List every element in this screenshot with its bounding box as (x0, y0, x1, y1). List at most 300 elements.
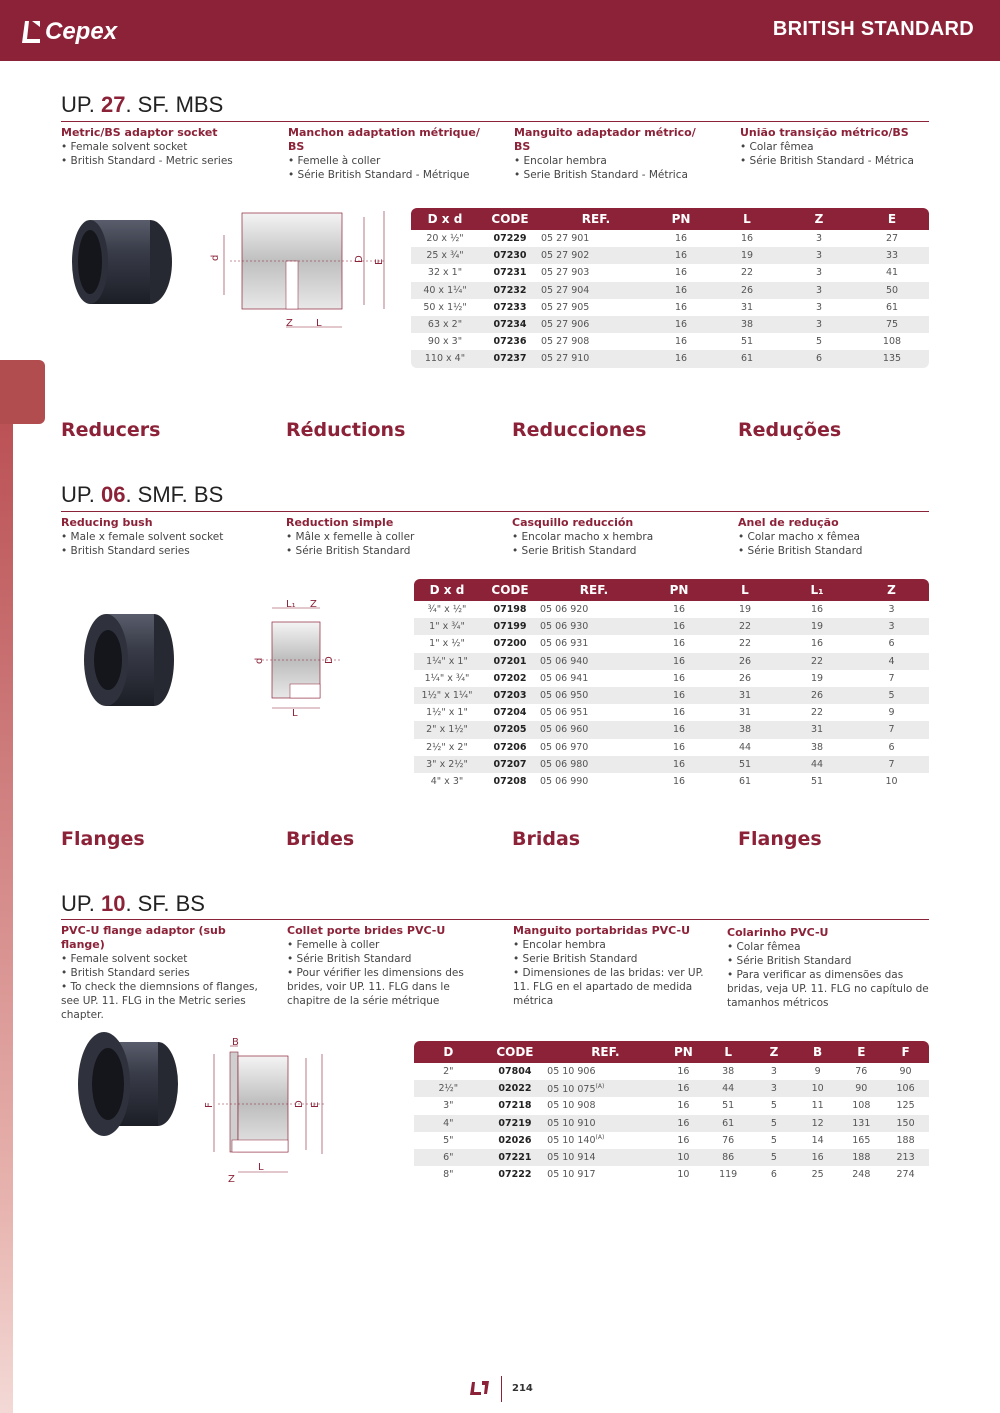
table-cell: 05 10 906 (547, 1066, 596, 1078)
table-cell: 16 (672, 604, 686, 616)
table-cell: 26 (780, 687, 854, 704)
product-photo-reducing-bush (74, 604, 184, 714)
table-cell: 05 27 905 (541, 301, 590, 313)
table-cell: 108 (852, 1100, 871, 1112)
table-cell: 10 (795, 1080, 841, 1097)
dim-D: D (294, 1100, 305, 1108)
table-cell: 07222 (498, 1169, 532, 1181)
table-cell: 188 (841, 1149, 883, 1166)
technical-drawing-adaptor (200, 205, 400, 335)
sidebar-gradient (0, 362, 13, 1413)
table-cell: 16 (651, 350, 711, 367)
table-cell: 07804 (498, 1066, 532, 1078)
table-row (414, 635, 929, 652)
table-cell: 50 x 1½" (423, 301, 467, 313)
table-cell: 16 (674, 267, 688, 279)
table-cell: 07204 (493, 707, 527, 719)
table-cell: 05 06 970 (540, 741, 589, 753)
table-row (411, 247, 929, 264)
table-cell: 14 (811, 1134, 824, 1146)
table-cell: 07231 (493, 267, 527, 279)
table-cell: 16 (672, 707, 686, 719)
table-cell: 44 (738, 741, 752, 753)
table-cell: 02026 (498, 1134, 532, 1146)
dim-Z: Z (286, 318, 293, 329)
table-cell: 26 (738, 672, 752, 684)
table-cell: 19 (810, 672, 824, 684)
description-en: Reducing bush • Male x female solvent socket • British Standard series (61, 516, 271, 558)
table-cell: 3 (854, 618, 929, 635)
description-pt: União transição métrico/BS • Colar fêmea • Série British Standard - Métrica (740, 126, 940, 168)
col-header: Z (854, 579, 929, 601)
description-fr: Reduction simple • Mâle x femelle à coller • Série British Standard (286, 516, 496, 558)
table-cell: 90 (899, 1066, 912, 1078)
table-cell: 7 (854, 721, 929, 738)
table-cell: 274 (896, 1169, 915, 1181)
col-header: CODE (480, 579, 540, 601)
table-cell: 16 (648, 687, 710, 704)
col-header: E (855, 208, 929, 230)
product-photo-flange-adaptor (74, 1026, 184, 1136)
col-header: L (711, 208, 783, 230)
table-cell: 10 (885, 775, 898, 787)
table-cell: 5 (753, 1149, 795, 1166)
table-cell: 22 (710, 618, 780, 635)
table-row (414, 653, 929, 670)
table-row (414, 773, 929, 790)
col-header: B (795, 1041, 841, 1063)
table-cell: 07232 (479, 282, 541, 299)
dim-D: D (354, 255, 365, 263)
description-en: PVC-U flange adaptor (sub flange) • Female solvent socket • British Standard series • To check the diemnsions of flanges, see UP. 11. FLG in the Metric series chapter. (61, 924, 261, 1022)
table-cell: 8" (443, 1169, 454, 1181)
table-cell: 9 (814, 1066, 821, 1078)
table-cell: 51 (710, 756, 780, 773)
table-cell: 7 (854, 756, 929, 773)
category-fr: Réductions (286, 419, 406, 441)
table-cell: 07234 (479, 316, 541, 333)
table-row (411, 350, 929, 367)
table-cell: 07207 (480, 756, 540, 773)
table-cell: 16 (648, 756, 710, 773)
table-cell: 9 (888, 707, 895, 719)
category-pt: Reduções (738, 419, 842, 441)
table-cell: 16 (677, 1066, 690, 1078)
description-es: Manguito portabridas PVC-U • Encolar hembra • Serie British Standard • Dimensiones de las bridas: ver UP. 11. FLG en el apartado de medida métrica (513, 924, 713, 1008)
table-cell: 5 (770, 1100, 777, 1112)
table-cell: 07205 (480, 721, 540, 738)
table-cell: 6 (783, 350, 855, 367)
table-cell: 05 10 917 (547, 1169, 596, 1181)
table-cell: 7 (888, 672, 895, 684)
table-cell: 05 06 951 (540, 707, 589, 719)
category-es: Reducciones (512, 419, 647, 441)
spec-table-adaptor (411, 208, 929, 368)
description-fr: Manchon adaptation métrique/ BS • Femelle à coller • Série British Standard - Métrique (288, 126, 488, 182)
table-cell: 51 (740, 336, 754, 348)
table-cell: 05 27 910 (541, 350, 651, 367)
dim-L1: L₁ (286, 599, 296, 610)
dim-d: d (254, 657, 265, 664)
table-cell: 3 (815, 301, 823, 313)
table-cell: 31 (738, 707, 752, 719)
table-cell: 31 (780, 721, 854, 738)
dim-Z: Z (228, 1174, 235, 1184)
table-cell: 2" (443, 1066, 454, 1078)
table-cell: 07199 (480, 618, 540, 635)
table-cell: 05 10 910 (547, 1115, 664, 1132)
table-cell: 07219 (483, 1115, 548, 1132)
table-cell: 108 (882, 336, 902, 348)
table-cell: 3 (783, 247, 855, 264)
table-cell: 131 (841, 1115, 883, 1132)
product-code-title: UP. 27. SF. MBS (61, 92, 224, 117)
table-cell: 5 (854, 687, 929, 704)
table-cell: 61 (885, 301, 899, 313)
col-header: D x d (414, 579, 480, 601)
table-cell: 125 (896, 1100, 915, 1112)
table-cell: 05 06 931 (540, 638, 589, 650)
table-cell: 51 (810, 775, 824, 787)
table-cell: 25 (811, 1169, 824, 1181)
dim-L: L (292, 708, 298, 719)
table-cell: 05 06 941 (540, 672, 589, 684)
table-cell: 07206 (493, 741, 527, 753)
table-cell: 19 (738, 604, 752, 616)
col-header: PN (664, 1041, 704, 1063)
table-cell: 16 (677, 1134, 690, 1146)
table-cell: 248 (852, 1169, 871, 1181)
table-cell: 22 (738, 638, 752, 650)
table-cell: 1" x ¾" (414, 618, 480, 635)
product-photo-adaptor-socket (68, 212, 178, 312)
description-fr: Collet porte brides PVC-U • Femelle à coller • Série British Standard • Pour vérifier les dimensions des brides, voir UP. 11. FLG dans le chapitre de la série métrique (287, 924, 487, 1008)
table-cell: 07230 (479, 247, 541, 264)
table-row (411, 333, 929, 350)
table-cell: 27 (885, 233, 899, 245)
table-cell: 22 (810, 707, 824, 719)
col-header: CODE (479, 208, 541, 230)
dim-D: D (324, 656, 335, 664)
table-cell: 106 (882, 1080, 929, 1097)
table-cell: 22 (780, 653, 854, 670)
description-en: Metric/BS adaptor socket • Female solvent socket • British Standard - Metric series (61, 126, 271, 168)
table-cell: 213 (882, 1149, 929, 1166)
table-cell: 07237 (479, 350, 541, 367)
technical-drawing-reducing-bush (240, 594, 350, 724)
table-cell: 07229 (493, 233, 527, 245)
table-cell: 110 x 4" (411, 350, 479, 367)
table-row (414, 687, 929, 704)
table-cell: 5" (443, 1134, 454, 1146)
table-cell: 61 (711, 350, 783, 367)
table-cell: 26 (710, 653, 780, 670)
table-row (414, 618, 929, 635)
table-row (414, 1115, 929, 1132)
table-cell: 16 (672, 638, 686, 650)
dim-B: B (232, 1037, 239, 1048)
table-cell: 16 (664, 1080, 704, 1097)
dim-Z: Z (310, 599, 317, 610)
table-cell: 05 27 903 (541, 267, 590, 279)
table-cell: 05 10 908 (547, 1100, 596, 1112)
table-cell: 51 (722, 1100, 735, 1112)
table-row (414, 1166, 929, 1183)
table-cell: 10 (664, 1149, 704, 1166)
table-row (414, 739, 929, 756)
col-header: REF. (540, 579, 648, 601)
table-cell: 16 (648, 653, 710, 670)
table-cell: 05 27 906 (541, 316, 651, 333)
table-cell: 3 (815, 267, 823, 279)
col-header: PN (648, 579, 710, 601)
table-cell: 3 (753, 1080, 795, 1097)
table-cell: 05 06 950 (540, 687, 648, 704)
table-row (411, 264, 929, 281)
table-cell: 2½" (414, 1080, 483, 1097)
table-cell: 3" (443, 1100, 454, 1112)
spec-table-reducing-bush (414, 579, 929, 790)
table-cell: 05 06 920 (540, 604, 589, 616)
table-cell: 07198 (493, 604, 527, 616)
col-header: PN (651, 208, 711, 230)
table-cell: 31 (740, 301, 754, 313)
cepex-logo-icon (20, 19, 42, 45)
description-pt: Anel de redução • Colar macho x fêmea • Série British Standard (738, 516, 938, 558)
table-cell: 38 (810, 741, 824, 753)
table-cell: 90 (841, 1080, 883, 1097)
table-cell: 16 (648, 721, 710, 738)
table-cell: 05 27 908 (541, 336, 590, 348)
dim-E: E (374, 258, 385, 265)
table-row (414, 721, 929, 738)
table-cell: 3 (783, 282, 855, 299)
table-cell: 33 (855, 247, 929, 264)
table-cell: 07200 (493, 638, 527, 650)
dim-L: L (258, 1162, 264, 1173)
table-cell: 3" x 2½" (414, 756, 480, 773)
table-cell: 16 (651, 282, 711, 299)
table-cell: 16 (674, 233, 688, 245)
table-cell: 16 (651, 316, 711, 333)
table-cell: 16 (674, 336, 688, 348)
col-header: L (703, 1041, 753, 1063)
table-cell: 22 (740, 267, 754, 279)
table-row (414, 756, 929, 773)
table-cell: 26 (711, 282, 783, 299)
table-cell: 1½" x 1¼" (414, 687, 480, 704)
col-header: CODE (483, 1041, 548, 1063)
table-cell: 07236 (493, 336, 527, 348)
table-cell: 1½" x 1" (426, 707, 468, 719)
table-cell: 05 27 904 (541, 282, 651, 299)
table-row (411, 282, 929, 299)
table-cell: 05 10 914 (547, 1149, 664, 1166)
table-cell: 16 (795, 1149, 841, 1166)
table-cell: 16 (740, 233, 754, 245)
table-cell: 76 (722, 1134, 735, 1146)
table-row (414, 1132, 929, 1149)
table-cell: 90 x 3" (427, 336, 463, 348)
table-cell: 1¼" x ¾" (424, 672, 470, 684)
table-cell: 16 (651, 247, 711, 264)
table-row (414, 1097, 929, 1114)
table-cell: 05 06 960 (540, 721, 648, 738)
title-divider (61, 919, 929, 920)
col-header: REF. (547, 1041, 664, 1063)
table-cell: 3 (770, 1066, 777, 1078)
table-cell: 40 x 1¼" (411, 282, 479, 299)
table-row (411, 316, 929, 333)
footnote-mark: (A) (595, 1134, 605, 1142)
table-cell: 38 (710, 721, 780, 738)
footer-divider (501, 1376, 502, 1402)
table-cell: 05 06 940 (540, 653, 648, 670)
table-cell: 16 (674, 301, 688, 313)
table-cell: 61 (738, 775, 752, 787)
description-es: Manguito adaptador métrico/ BS • Encolar hembra • Serie British Standard - Métrica (514, 126, 714, 182)
table-row (414, 1063, 929, 1080)
table-cell: 44 (780, 756, 854, 773)
table-cell: 07218 (498, 1100, 532, 1112)
table-row (414, 1080, 929, 1097)
page-number: 214 (512, 1383, 533, 1394)
table-cell: 2½" x 2" (426, 741, 468, 753)
col-header: F (882, 1041, 929, 1063)
category-fr: Brides (286, 828, 355, 850)
product-code-title: UP. 06. SMF. BS (61, 482, 224, 507)
table-cell: 4" (414, 1115, 483, 1132)
brand-name: Cepex (45, 18, 118, 45)
table-cell: 75 (855, 316, 929, 333)
title-divider (61, 511, 929, 512)
table-cell: 07201 (480, 653, 540, 670)
table-cell: 44 (703, 1080, 753, 1097)
table-cell: 5 (815, 336, 823, 348)
description-es: Casquillo reducción • Encolar macho x hembra • Serie British Standard (512, 516, 722, 558)
col-header: D (414, 1041, 483, 1063)
table-cell: 16 (672, 741, 686, 753)
col-header: E (841, 1041, 883, 1063)
table-cell: 5 (770, 1134, 777, 1146)
table-cell: 38 (722, 1066, 735, 1078)
table-cell: 86 (703, 1149, 753, 1166)
table-cell: 05 06 990 (540, 775, 589, 787)
table-cell: 6 (888, 638, 895, 650)
col-header: REF. (541, 208, 651, 230)
footnote-mark: (A) (595, 1082, 605, 1090)
category-pt: Flanges (738, 828, 822, 850)
dim-E: E (310, 1101, 321, 1108)
table-cell: 02022 (483, 1080, 548, 1097)
table-cell: 16 (672, 672, 686, 684)
header-bar (0, 0, 1000, 61)
table-cell: 25 x ¾" (411, 247, 479, 264)
col-header: D x d (411, 208, 479, 230)
table-cell: 32 x 1" (427, 267, 463, 279)
footer-logo-icon (469, 1380, 491, 1396)
table-cell: 1" x ½" (429, 638, 465, 650)
table-cell: 12 (795, 1115, 841, 1132)
category-en: Reducers (61, 419, 161, 441)
product-code-title: UP. 10. SF. BS (61, 891, 205, 916)
table-cell: 188 (896, 1134, 915, 1146)
table-cell: 6" (414, 1149, 483, 1166)
table-cell: 16 (672, 775, 686, 787)
section-title: BRITISH STANDARD (772, 18, 974, 40)
table-cell: 05 27 902 (541, 247, 651, 264)
description-pt: Colarinho PVC-U • Colar fêmea • Série British Standard • Para verificar as dimensões das bridas, veja UP. 11. FLG no capítulo de tamanhos métricos (727, 926, 932, 1010)
brand-logo (20, 18, 117, 46)
table-cell: 165 (852, 1134, 871, 1146)
table-cell: 4 (854, 653, 929, 670)
table-cell: 6 (770, 1169, 777, 1181)
table-cell: 07208 (493, 775, 527, 787)
table-row (414, 670, 929, 687)
table-row (411, 299, 929, 316)
spec-table-flange-adaptor (414, 1041, 929, 1183)
dim-F: F (204, 1102, 215, 1108)
table-cell: 3 (783, 316, 855, 333)
col-header: Z (753, 1041, 795, 1063)
table-cell: 19 (711, 247, 783, 264)
table-cell: 07233 (493, 301, 527, 313)
table-row (414, 704, 929, 721)
category-es: Bridas (512, 828, 581, 850)
table-cell: 10 (677, 1169, 690, 1181)
table-cell: 16 (648, 618, 710, 635)
table-cell: 31 (710, 687, 780, 704)
technical-drawing-flange-adaptor (196, 1036, 336, 1184)
section-tab (0, 360, 45, 424)
table-cell: 20 x ½" (426, 233, 464, 245)
table-cell: 4" x 3" (430, 775, 464, 787)
title-divider (61, 121, 929, 122)
table-cell: 3 (815, 233, 823, 245)
table-row (411, 230, 929, 247)
table-cell: 6 (888, 741, 895, 753)
table-cell: 119 (719, 1169, 738, 1181)
table-cell: 5 (753, 1115, 795, 1132)
table-cell: 61 (703, 1115, 753, 1132)
table-cell: 135 (855, 350, 929, 367)
table-cell: 38 (711, 316, 783, 333)
table-cell: ¾" x ½" (427, 604, 467, 616)
dim-d: d (210, 254, 221, 261)
col-header: L₁ (780, 579, 854, 601)
table-cell: 16 (810, 604, 824, 616)
table-cell: 150 (882, 1115, 929, 1132)
table-cell: 07221 (483, 1149, 548, 1166)
table-cell: 16 (810, 638, 824, 650)
table-cell: 11 (811, 1100, 824, 1112)
table-cell: 05 27 901 (541, 233, 590, 245)
table-cell: 50 (855, 282, 929, 299)
col-header: L (710, 579, 780, 601)
table-cell: 05 10 $140^{(A)}$ (547, 1134, 605, 1147)
table-cell: 07203 (480, 687, 540, 704)
col-header: Z (783, 208, 855, 230)
table-cell: 19 (780, 618, 854, 635)
table-cell: 07202 (493, 672, 527, 684)
dim-L: L (316, 318, 322, 329)
table-cell: 16 (664, 1115, 704, 1132)
table-cell: 41 (885, 267, 899, 279)
table-cell: 05 10 $075^{(A)}$ (547, 1080, 664, 1097)
category-en: Flanges (61, 828, 145, 850)
table-cell: 05 06 930 (540, 618, 648, 635)
table-cell: 76 (855, 1066, 868, 1078)
